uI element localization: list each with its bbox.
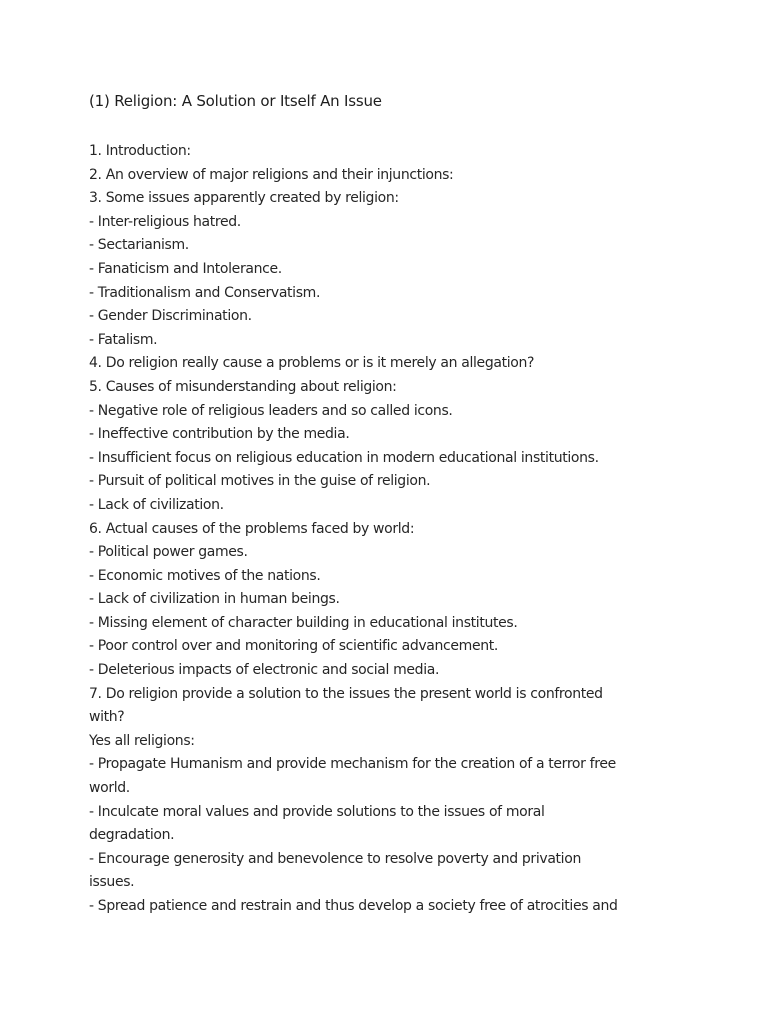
document-line: 1. Introduction: — [89, 143, 191, 159]
document-line: degradation. — [89, 827, 175, 844]
document-line: - Ineffective contribution by the media. — [89, 426, 350, 443]
document-line: - Deleterious impacts of electronic and social media. — [89, 662, 440, 679]
document-line: - Inculcate moral values and provide solutions to the issues of moral — [89, 803, 545, 820]
document-line: - Insufficient focus on religious education in modern educational institutions. — [89, 449, 599, 466]
document-line: - Inter-religious hatred. — [89, 213, 241, 230]
document-line: 4. Do religion really cause a problems or is it merely an allegation? — [89, 355, 535, 372]
document-line: 3. Some issues apparently created by religion: — [89, 190, 399, 207]
document-line: - Negative role of religious leaders and so called icons. — [89, 402, 453, 419]
document-line: - Fatalism. — [89, 331, 158, 348]
document-line: - Spread patience and restrain and thus develop a society free of atrocities and — [89, 898, 618, 914]
document-line: 6. Actual causes of the problems faced by world: — [89, 520, 415, 537]
document-line: - Poor control over and monitoring of scientific advancement. — [89, 638, 498, 655]
document-line: - Fanaticism and Intolerance. — [89, 260, 282, 277]
document-line: world. — [89, 780, 130, 797]
document-body — [89, 140, 689, 919]
document-line: - Political power games. — [89, 544, 248, 561]
document-line: - Lack of civilization. — [89, 496, 224, 513]
document-line: - Economic motives of the nations. — [89, 567, 321, 584]
document-line: - Gender Discrimination. — [89, 308, 252, 325]
document-line: - Pursuit of political motives in the guise of religion. — [89, 473, 431, 490]
document-line: - Encourage generosity and benevolence to resolve poverty and privation — [89, 850, 581, 867]
document-line: - Sectarianism. — [89, 237, 189, 254]
document-line: - Missing element of character building in educational institutes. — [89, 614, 518, 631]
document-line: - Lack of civilization in human beings. — [89, 591, 340, 608]
document-line: 5. Causes of misunderstanding about religion: — [89, 378, 397, 395]
document-line: - Propagate Humanism and provide mechanism for the creation of a terror free — [89, 756, 616, 773]
document-title: (1) Religion: A Solution or Itself An Issue — [89, 92, 382, 110]
document-line: - Traditionalism and Conservatism. — [89, 284, 321, 301]
document-line: issues. — [89, 874, 135, 891]
document-line: with? — [89, 709, 125, 726]
document-line: 7. Do religion provide a solution to the issues the present world is confronted — [89, 685, 603, 702]
document-line: Yes all religions: — [89, 732, 195, 749]
document-line: 2. An overview of major religions and their injunctions: — [89, 166, 454, 183]
